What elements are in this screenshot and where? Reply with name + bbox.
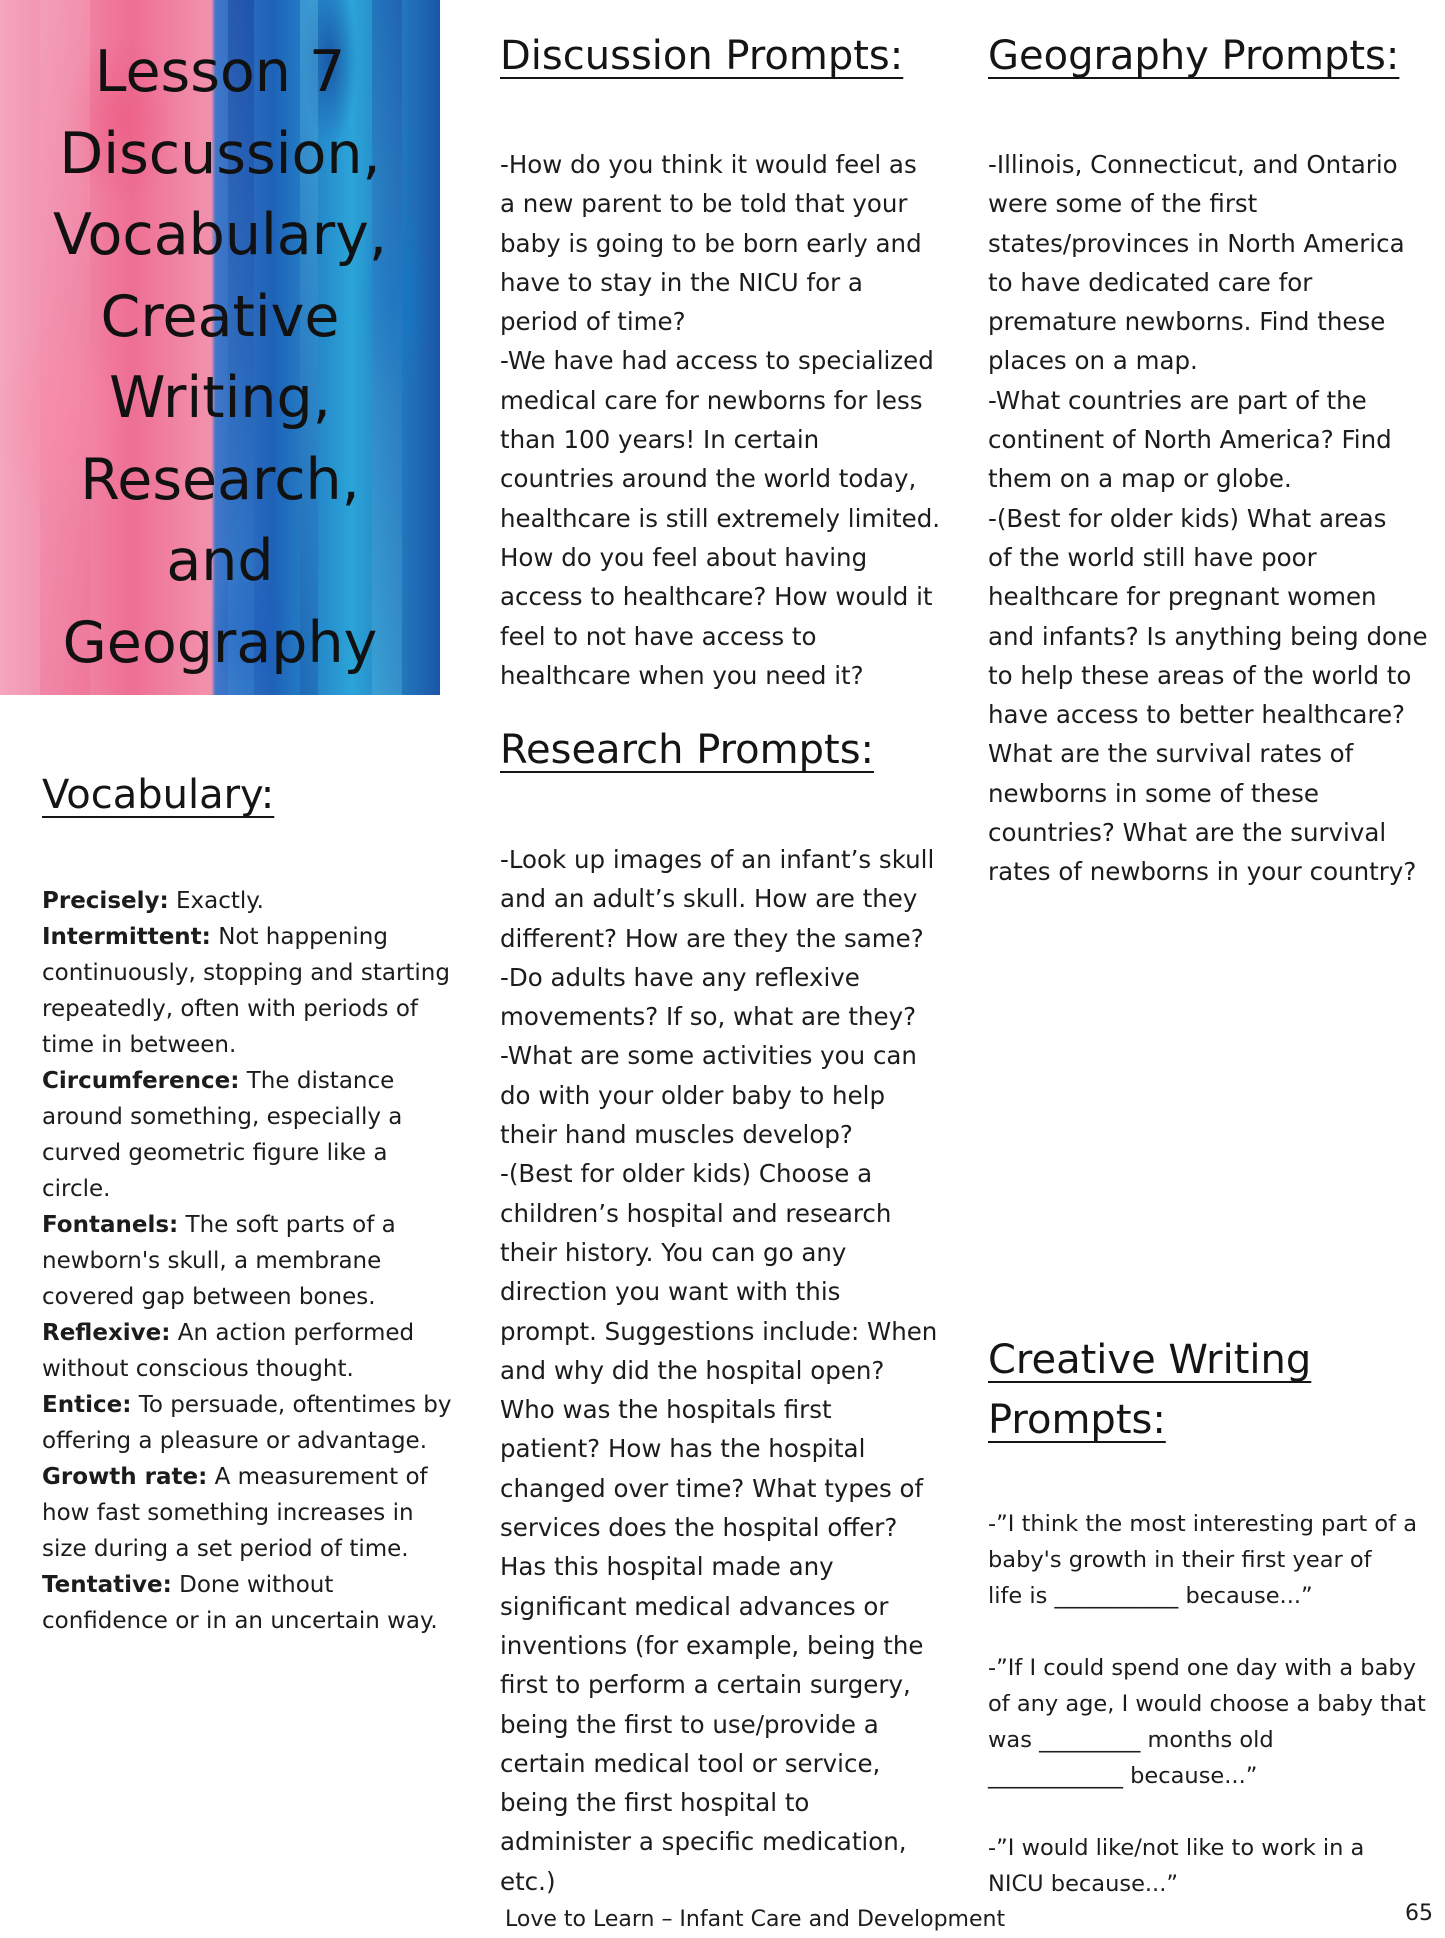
- geography-prompts-text: -Illinois, Connecticut, and Ontario were some of the first states/provinces in North America to have dedicated care for premature newborns. Find these places on a map. -What countries are part of the continent of North America? Find them on a map or globe. -(Best for older kids) What areas of the world still have poor healthcare for pregnant women and infants? Is anything being done to help these areas of the world to have access to better healthcare? What are the survival rates of newborns in some of these countries? What are the survival rates of newborns in your country?: [988, 150, 1428, 887]
- lesson-title-line: Vocabulary,: [52, 202, 388, 268]
- vocabulary-term: Tentative:: [42, 1572, 172, 1598]
- creative-writing-heading: [988, 1330, 1311, 1450]
- vocabulary-definition: Done without confidence or in an uncertain way.: [42, 1572, 438, 1634]
- vocabulary-entry: [42, 919, 462, 1063]
- discussion-prompts-text: -How do you think it would feel as a new parent to be told that your baby is going to be born early and have to stay in the NICU for a period of time? -We have had access to specialized medical care for newborns for less than 100 years! In certain countries around the world today, healthcare is still extremely limited. How do you feel about having access to healthcare? How would it feel to not have access to healthcare when you need it?: [500, 150, 941, 690]
- creative-writing-prompt: -”If I could spend one day with a baby of any age, I would choose a baby that was _________ months old ____________ because...”: [988, 1655, 1426, 1789]
- vocabulary-entry: [42, 1315, 462, 1387]
- geography-heading: Geography Prompts:: [988, 33, 1400, 79]
- page-number: 65: [1405, 1901, 1433, 1926]
- vocabulary-term: Circumference:: [42, 1068, 240, 1094]
- vocabulary-definition: A measurement of how fast something increases in size during a set period of time.: [42, 1464, 428, 1562]
- lesson-title-line: Discussion,: [59, 120, 381, 187]
- vocabulary-term: Entice:: [42, 1392, 132, 1418]
- vocabulary-list: [42, 883, 462, 1639]
- lesson-title-line: Creative: [100, 283, 340, 350]
- title-banner: [0, 0, 440, 695]
- lesson-title-line: Geography: [62, 609, 378, 676]
- creative-writing-prompt: -”I would like/not like to work in a NICU because...”: [988, 1835, 1365, 1897]
- vocabulary-term: Precisely:: [42, 888, 169, 914]
- discussion-heading: Discussion Prompts:: [500, 33, 904, 79]
- vocabulary-entry: [42, 1387, 462, 1459]
- lesson-title: [0, 32, 440, 684]
- vocabulary-entry: [42, 883, 462, 919]
- vocabulary-definition: An action performed without conscious thought.: [42, 1320, 415, 1382]
- creative-writing-heading-line: Creative Writing: [988, 1337, 1312, 1383]
- vocabulary-term: Growth rate:: [42, 1464, 208, 1490]
- lesson-title-line: Research,: [80, 446, 360, 513]
- research-heading: Research Prompts:: [500, 727, 875, 773]
- vocabulary-entry: [42, 1063, 462, 1207]
- lesson-title-line: Writing,: [109, 365, 331, 431]
- vocabulary-definition: The soft parts of a newborn's skull, a membrane covered gap between bones.: [42, 1212, 396, 1310]
- vocabulary-definition: To persuade, oftentimes by offering a pleasure or advantage.: [42, 1392, 452, 1454]
- vocabulary-heading: Vocabulary:: [42, 772, 275, 818]
- vocabulary-definition: The distance around something, especially a curved geometric figure like a circle.: [42, 1068, 403, 1202]
- lesson-title-line: Lesson 7: [94, 39, 346, 105]
- vocabulary-term: Intermittent:: [42, 924, 211, 950]
- creative-writing-prompts: [988, 1506, 1438, 1938]
- vocabulary-term: Fontanels:: [42, 1212, 179, 1238]
- lesson-title-line: and: [166, 528, 274, 594]
- creative-writing-heading-line: Prompts:: [988, 1397, 1166, 1443]
- vocabulary-term: Reflexive:: [42, 1320, 171, 1346]
- footer-text: Love to Learn – Infant Care and Development: [505, 1907, 1006, 1932]
- research-prompts-text: -Look up images of an infant’s skull and an adult’s skull. How are they different? How are they the same? -Do adults have any reflexive movements? If so, what are they? -What are some activities you can do with your older baby to help their hand muscles develop? -(Best for older kids) Choose a children’s hospital and research their history. You can go any direction you want with this prompt. Suggestions include: When and why did the hospital open? Who was the hospitals first patient? How has the hospital changed over time? What types of services does the hospital offer? Has this hospital made any significant medical advances or inventions (for example, being the first to perform a certain surgery, being the first to use/provide a certain medical tool or service, being the first hospital to administer a specific medication, etc.): [500, 845, 938, 1896]
- vocabulary-entry: [42, 1207, 462, 1315]
- vocabulary-definition: Exactly.: [176, 888, 264, 914]
- vocabulary-definition: Not happening continuously, stopping and starting repeatedly, often with periods of time in between.: [42, 924, 450, 1058]
- vocabulary-entry: [42, 1567, 462, 1639]
- vocabulary-entry: [42, 1459, 462, 1567]
- creative-writing-prompt: -”I think the most interesting part of a baby's growth in their first year of life is ___________ because...”: [988, 1511, 1417, 1609]
